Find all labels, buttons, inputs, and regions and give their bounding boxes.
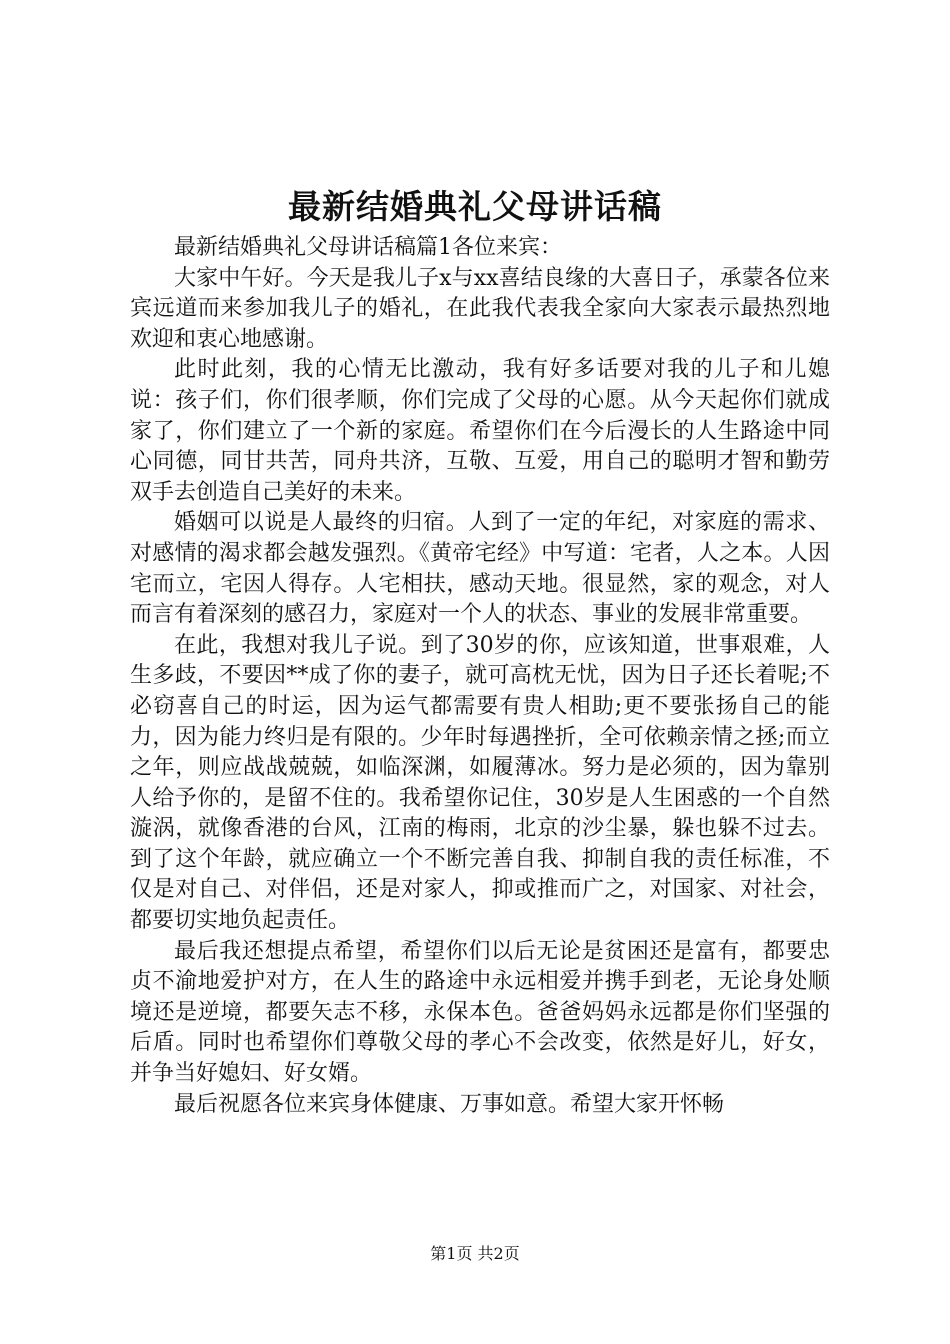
- paragraph-advice-son: 在此，我想对我儿子说。到了30岁的你，应该知道，世事艰难，人生多歧，不要因**成了你的妻子，就可高枕无忧，因为日子还长着呢;不必窃喜自己的时运，因为运气都需要有贵人相助;更不要张扬自己的能力，因为能力终归是有限的。少年时每遇挫折，全可依赖亲情之拯;而立之年，则应战战兢兢，如临深渊，如履薄冰。努力是必须的，因为靠别人给予你的，是留不住的。我希望你记住，30岁是人生困惑的一个自然漩涡，就像香港的台风，江南的梅雨，北京的沙尘暴，躲也躲不过去。到了这个年龄，就应确立一个不断完善自我、抑制自我的责任标准，不仅是对自己、对伴侣，还是对家人，抑或推而广之，对国家、对社会，都要切实地负起责任。: [130, 632, 830, 934]
- paragraph-hopes: 最后我还想提点希望，希望你们以后无论是贫困还是富有，都要忠贞不渝地爱护对方，在人生的路途中永远相爱并携手到老，无论身处顺境还是逆境，都要矢志不移，永保本色。爸爸妈妈永远都是你们坚强的后盾。同时也希望你们尊敬父母的孝心不会改变，依然是好儿，好女，并争当好媳妇、好女婿。: [130, 938, 830, 1087]
- document-title: 最新结婚典礼父母讲话稿: [288, 187, 662, 226]
- paragraph-greeting: 最新结婚典礼父母讲话稿篇1各位来宾：: [174, 235, 562, 260]
- document-body: [130, 233, 830, 1120]
- paragraph-welcome: 大家中午好。今天是我儿子x与xx喜结良缘的大喜日子，承蒙各位来宾远道而来参加我儿子的婚礼，在此我代表我全家向大家表示最热烈地欢迎和衷心地感谢。: [130, 265, 830, 352]
- paragraph-closing: 最后祝愿各位来宾身体健康、万事如意。希望大家开怀畅: [174, 1091, 725, 1117]
- paragraph-feelings: 此时此刻，我的心情无比激动，我有好多话要对我的儿子和儿媳说：孩子们，你们很孝顺，你们完成了父母的心愿。从今天起你们就成家了，你们建立了一个新的家庭。希望你们在今后漫长的人生路途中同心同德，同甘共苦，同舟共济，互敬、互爱，用自己的聪明才智和勤劳双手去创造自己美好的未来。: [130, 357, 830, 505]
- page-number-footer: 第1页 共2页: [430, 1244, 520, 1263]
- paragraph-marriage: 婚姻可以说是人最终的归宿。人到了一定的年纪，对家庭的需求、对感情的渴求都会越发强烈。《黄帝宅经》中写道：宅者，人之本。人因宅而立，宅因人得存。人宅相扶，感动天地。很显然，家的观念，对人而言有着深刻的感召力，家庭对一个人的状态、事业的发展非常重要。: [130, 510, 830, 628]
